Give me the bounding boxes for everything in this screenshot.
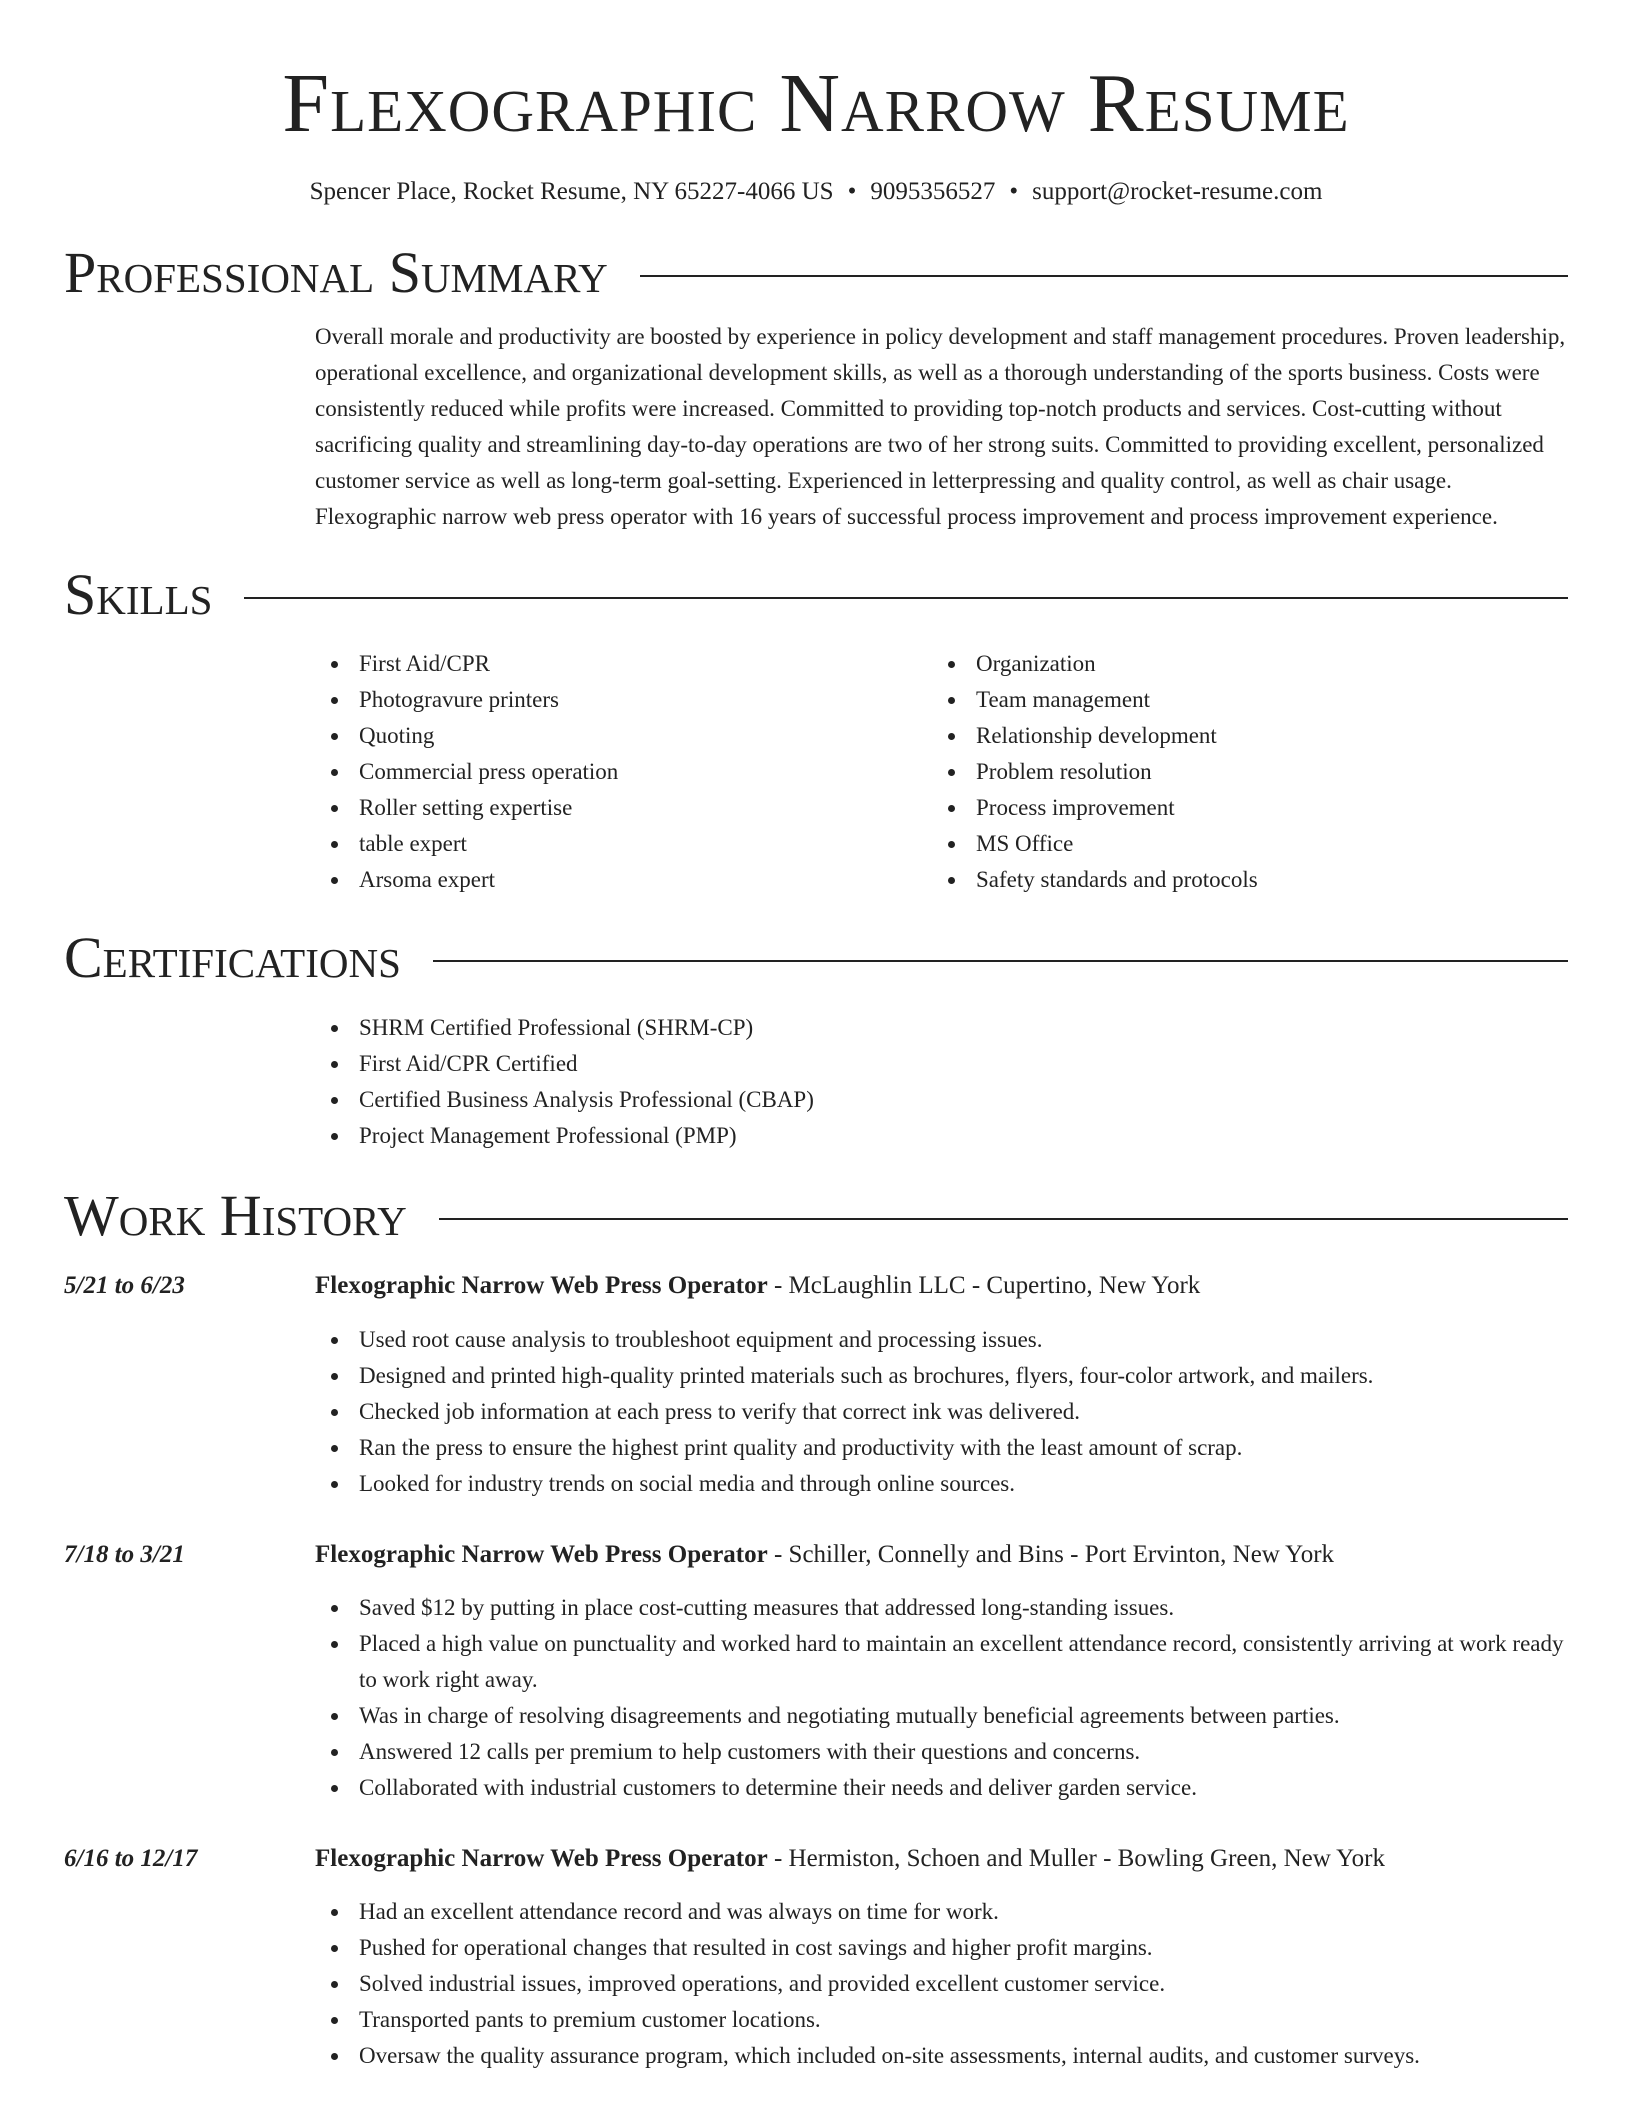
- resume-title: Flexographic Narrow Resume: [282, 57, 1350, 150]
- summary-text: Overall morale and productivity are boosted by experience in policy development and staff management procedures. Proven leadership, operational excellence, and organizational development skills, as well as a thorough understanding of the sports business. Costs were consistently reduced while profits were increased. Committed to providing top-notch products and services. Cost-cutting without sacrificing quality and streamlining day-to-day operations are two of her strong suits. Committed to providing excellent, personalized customer service as well as long-term goal-setting. Experienced in letterpressing and quality control, as well as chair usage. Flexographic narrow web press operator with 16 years of successful process improvement and process improvement experience.: [315, 323, 1566, 529]
- job-bullet: Ran the press to ensure the highest print quality and productivity with the least amount of scrap.: [315, 1430, 1568, 1466]
- job-bullet: Used root cause analysis to troubleshoot equipment and processing issues.: [315, 1322, 1568, 1358]
- skills-section-header: [64, 563, 1568, 627]
- skill-item: Organization: [932, 646, 1549, 682]
- job-dates: 6/16 to 12/17: [64, 1845, 198, 1873]
- contact-line: [64, 176, 1568, 209]
- contact-email: support@rocket-resume.com: [1032, 178, 1323, 206]
- skills-column-right: [932, 646, 1549, 898]
- job-bullets: [315, 1590, 1568, 1806]
- work-section-header: [64, 1184, 1568, 1248]
- job-employer: - Schiller, Connelly and Bins - Port Ervinton, New York: [767, 1541, 1335, 1569]
- job-bullet: Was in charge of resolving disagreements and negotiating mutually beneficial agreements between parties.: [315, 1698, 1568, 1734]
- job-title: Flexographic Narrow Web Press Operator: [315, 1272, 768, 1300]
- skill-item: Arsoma expert: [315, 862, 932, 898]
- contact-address: Spencer Place, Rocket Resume, NY 65227-4066 US: [309, 178, 834, 206]
- job-bullet: Pushed for operational changes that resulted in cost savings and higher profit margins.: [315, 1930, 1568, 1966]
- skill-item: Roller setting expertise: [315, 790, 932, 826]
- job-header: [64, 1268, 1568, 1304]
- contact-separator: •: [1009, 178, 1019, 206]
- certification-item: First Aid/CPR Certified: [315, 1046, 1568, 1082]
- job-entry: [64, 1841, 1568, 2074]
- skill-item: Photogravure printers: [315, 682, 932, 718]
- job-bullet: Had an excellent attendance record and was always on time for work.: [315, 1894, 1568, 1930]
- job-bullet: Designed and printed high-quality printed materials such as brochures, flyers, four-color artwork, and mailers.: [315, 1358, 1568, 1394]
- certification-item: SHRM Certified Professional (SHRM-CP): [315, 1010, 1568, 1046]
- skill-item: Relationship development: [932, 718, 1549, 754]
- job-bullet: Collaborated with industrial customers to determine their needs and deliver garden service.: [315, 1770, 1568, 1806]
- job-bullets: [315, 1894, 1568, 2074]
- job-dates: 7/18 to 3/21: [64, 1541, 185, 1569]
- certification-item: Certified Business Analysis Professional (CBAP): [315, 1082, 1568, 1118]
- job-bullet: Answered 12 calls per premium to help customers with their questions and concerns.: [315, 1734, 1568, 1770]
- skills-column-left: [315, 646, 932, 898]
- section-divider: [244, 597, 1568, 599]
- job-title: Flexographic Narrow Web Press Operator: [315, 1541, 768, 1569]
- work-heading: Work History: [64, 1183, 407, 1249]
- job-entry: [64, 1537, 1568, 1806]
- skill-item: Problem resolution: [932, 754, 1549, 790]
- skill-item: First Aid/CPR: [315, 646, 932, 682]
- skill-item: Safety standards and protocols: [932, 862, 1549, 898]
- skill-item: table expert: [315, 826, 932, 862]
- skill-item: MS Office: [932, 826, 1549, 862]
- certifications-section-header: [64, 926, 1568, 990]
- job-title: Flexographic Narrow Web Press Operator: [315, 1845, 768, 1873]
- contact-separator: •: [847, 178, 857, 206]
- job-dates: 5/21 to 6/23: [64, 1272, 185, 1300]
- job-bullet: Solved industrial issues, improved operations, and provided excellent customer service.: [315, 1966, 1568, 2002]
- skill-item: Team management: [932, 682, 1549, 718]
- job-heading: [315, 1841, 1385, 1877]
- job-bullet: Looked for industry trends on social media and through online sources.: [315, 1466, 1568, 1502]
- skill-item: Commercial press operation: [315, 754, 932, 790]
- job-header: [64, 1841, 1568, 1877]
- job-bullet: Transported pants to premium customer locations.: [315, 2002, 1568, 2038]
- skill-item: Quoting: [315, 718, 932, 754]
- skills-list: [315, 646, 1568, 898]
- job-bullet: Saved $12 by putting in place cost-cutting measures that addressed long-standing issues.: [315, 1590, 1568, 1626]
- summary-section-header: [64, 241, 1568, 305]
- job-bullet: Oversaw the quality assurance program, which included on-site assessments, internal audits, and customer surveys.: [315, 2038, 1568, 2074]
- job-heading: [315, 1268, 1200, 1304]
- job-entry: [64, 1268, 1568, 1502]
- summary-heading: Professional Summary: [64, 239, 608, 305]
- contact-phone: 9095356527: [870, 178, 996, 206]
- section-divider: [439, 1218, 1568, 1220]
- certifications-heading: Certifications: [64, 925, 401, 991]
- job-header: [64, 1537, 1568, 1573]
- job-employer: - McLaughlin LLC - Cupertino, New York: [767, 1272, 1201, 1300]
- certification-item: Project Management Professional (PMP): [315, 1118, 1568, 1154]
- certifications-list: [315, 1010, 1568, 1154]
- section-divider: [433, 960, 1568, 962]
- job-bullet: Checked job information at each press to verify that correct ink was delivered.: [315, 1394, 1568, 1430]
- skill-item: Process improvement: [932, 790, 1549, 826]
- section-divider: [640, 275, 1568, 277]
- job-bullets: [315, 1322, 1568, 1502]
- skills-heading: Skills: [64, 561, 213, 627]
- job-heading: [315, 1537, 1334, 1573]
- job-bullet: Placed a high value on punctuality and worked hard to maintain an excellent attendance record, consistently arriving at work ready to work right away.: [315, 1626, 1568, 1698]
- job-employer: - Hermiston, Schoen and Muller - Bowling Green, New York: [767, 1845, 1385, 1873]
